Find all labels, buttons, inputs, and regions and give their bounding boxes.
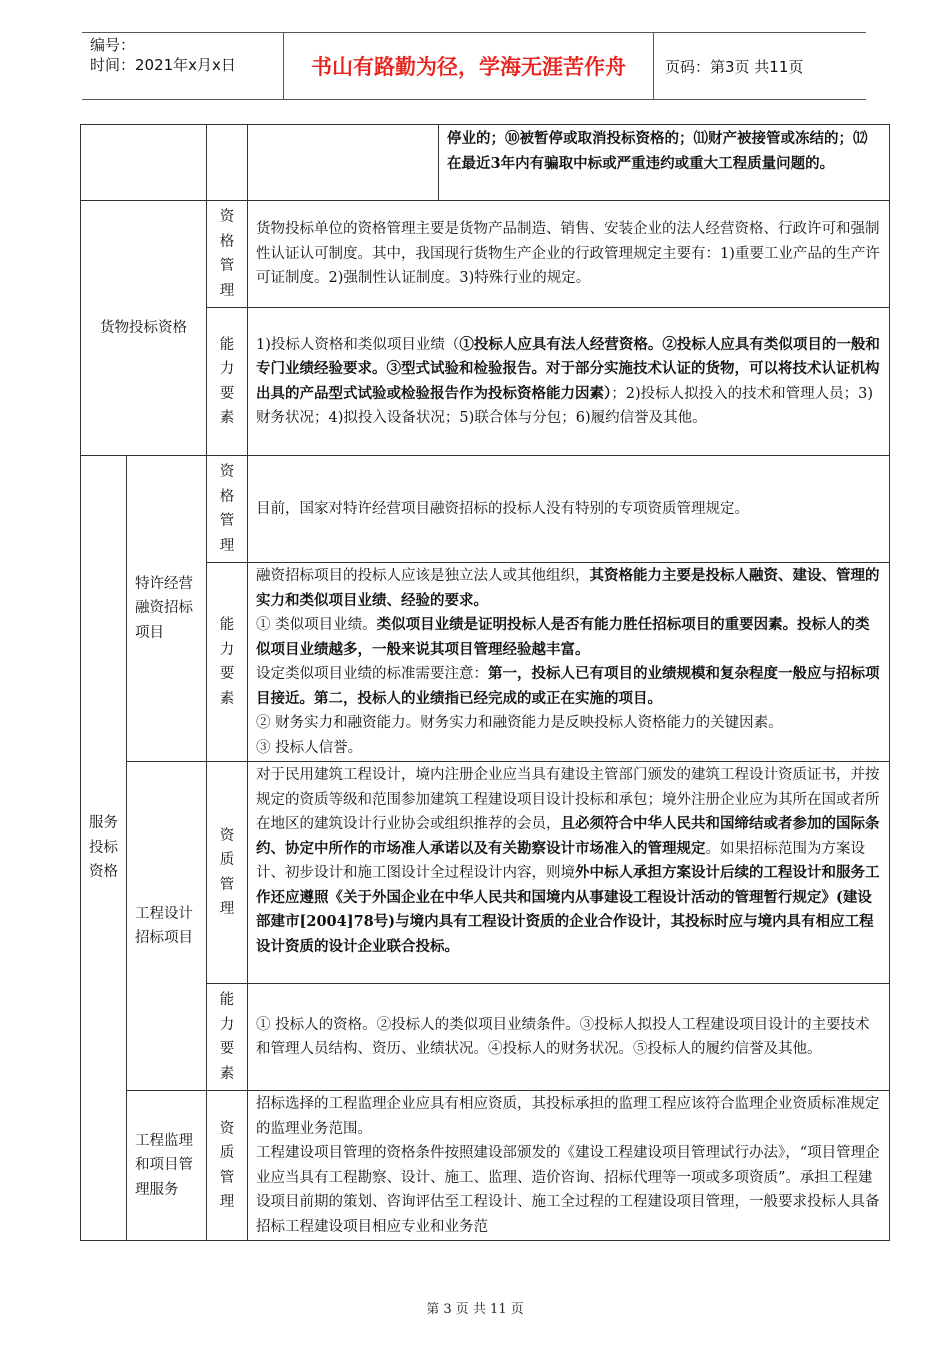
empty-cell (207, 125, 248, 201)
franchise-name: 特许经营融资招标项目 (127, 456, 207, 762)
goods-ability-label: 能力要素 (207, 308, 248, 456)
service-category: 服务投标资格 (81, 456, 127, 1241)
qualification-table (80, 124, 890, 1241)
time-label: 时间：2021年x月x日 (90, 56, 236, 74)
franchise-ability-text: 融资招标项目的投标人应该是独立法人或其他组织，其资格能力主要是投标人融资、建设、管理的实力和类似项目业绩、经验的要求。 ① 类似项目业绩。类似项目业绩是证明投标人是否有能力胜任招标项目的重要因素。投标人的类似项目业绩越多，一般来说其项目管理经验越丰富。 设定类似项目业绩的标准需要注意：第一，投标人已有项目的业绩规模和复杂程度一般应与招标项目接近。第二，投标人的业绩指已经完成的或正在实施的项目。 ② 财务实力和融资能力。财务实力和融资能力是反映投标人资格能力的关键因素。 ③ 投标人信誉。 (248, 563, 890, 762)
empty-cell (248, 125, 439, 201)
supervision-name: 工程监理和项目管理服务 (127, 1091, 207, 1241)
design-name: 工程设计招标项目 (127, 762, 207, 1091)
goods-qual-label: 资格管理 (207, 201, 248, 308)
page-footer: 第 3 页 共 11 页 (426, 1302, 524, 1317)
design-ability-text: ① 投标人的资格。②投标人的类似项目业绩条件。③投标人拟投人工程建设项目设计的主要技术和管理人员结构、资历、业绩状况。④投标人的财务状况。⑤投标人的履约信誉及其他。 (248, 984, 890, 1091)
header-page-info: 页码：第3页 共11页 (665, 57, 804, 76)
franchise-qual-label: 资格管理 (207, 456, 248, 563)
franchise-ability-label: 能力要素 (207, 563, 248, 762)
table-row (81, 456, 890, 563)
franchise-qual-text: 目前，国家对特许经营项目融资招标的投标人没有特别的专项资质管理规定。 (248, 456, 890, 563)
page-header (82, 32, 866, 100)
table-row (81, 762, 890, 984)
design-ability-label: 能力要素 (207, 984, 248, 1091)
empty-cell (81, 125, 207, 201)
header-motto: 书山有路勤为径，学海无涯苦作舟 (284, 33, 654, 99)
table-row (81, 201, 890, 308)
design-qual-text: 对于民用建筑工程设计，境内注册企业应当具有建设主管部门颁发的建筑工程设计资质证书，并按规定的资质等级和范围参加建筑工程建设项目设计投标和承包；境外注册企业应为其所在国或者所在地区的建筑设计行业协会或组织推荐的会员，且必须符合中华人民共和国缔结或者参加的国际条约、协定中所作的市场准人承诺以及有关勘察设计市场准入的管理规定。如果招标范围为方案设计、初步设计和施工图设计全过程设计内容，则境外中标人承担方案设计后续的工程设计和服务工作还应遵照《关于外国企业在中华人民共和国境内从事建设工程设计活动的管理暂行规定》(建设部建市[2004]78号)与境内具有工程设计资质的企业合作设计，其投标时应与境内具有相应工程设计资质的设计企业联合投标。 (248, 762, 890, 984)
number-label: 编号： (90, 36, 136, 54)
table-row (81, 125, 890, 201)
table-row (81, 1091, 890, 1241)
goods-qual-text: 货物投标单位的资格管理主要是货物产品制造、销售、安装企业的法人经营资格、行政许可和强制性认证认可制度。其中，我国现行货物生产企业的行政管理规定主要有：1)重要工业产品的生产许可证制度。2)强制性认证制度。3)特殊行业的规定。 (248, 201, 890, 308)
header-meta (82, 33, 284, 99)
design-qual-label: 资质管理 (207, 762, 248, 984)
supervision-qual-text: 招标选择的工程监理企业应具有相应资质，其投标承担的监理工程应该符合监理企业资质标准规定的监理业务范围。 工程建设项目管理的资格条件按照建设部颁发的《建设工程建设项目管理试行办法》，“项目管理企业应当具有工程勘察、设计、施工、监理、造价咨询、招标代理等一项或多项资质”。承担工程建设项目前期的策划、咨询评估至工程设计、施工全过程的工程建设项目管理，一般要求投标人具备招标工程建设项目相应专业和业务范 (248, 1091, 890, 1241)
supervision-qual-label: 资质管理 (207, 1091, 248, 1241)
continuation-text: 停业的；⑩被暂停或取消投标资格的；⑾财产被接管或冻结的；⑿在最近3年内有骗取中标或严重违约或重大工程质量问题的。 (439, 125, 890, 201)
goods-category: 货物投标资格 (81, 201, 207, 456)
goods-ability-text: 1)投标人资格和类似项目业绩（①投标人应具有法人经营资格。②投标人应具有类似项目的一般和专门业绩经验要求。③型式试验和检验报告。对于部分实施技术认证的货物，可以将技术认证机构出具的产品型式试验或检验报告作为投标资格能力因素）；2)投标人拟投入的技术和管理人员；3)财务状况；4)拟投入设备状况；5)联合体与分包；6)履约信誉及其他。 (248, 308, 890, 456)
